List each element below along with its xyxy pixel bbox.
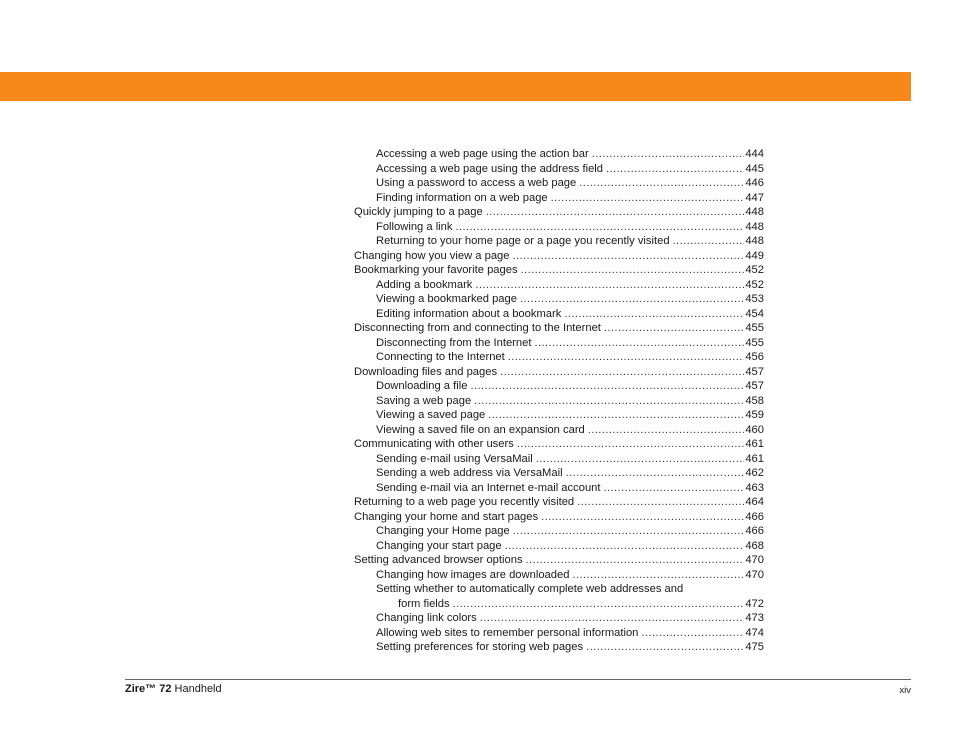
toc-entry-title: Adding a bookmark	[376, 278, 473, 291]
toc-entry-title: Changing how you view a page	[354, 249, 510, 262]
toc-dot-leader	[480, 611, 745, 626]
toc-entry-title: form fields	[398, 597, 450, 610]
toc-entry-page: 466	[745, 525, 764, 537]
toc-dot-leader	[475, 278, 744, 293]
toc-entry[interactable]	[354, 307, 764, 322]
toc-dot-leader	[500, 365, 744, 380]
toc-entry[interactable]	[354, 524, 764, 539]
toc-entry-page: 452	[745, 278, 764, 291]
toc-entry[interactable]	[354, 321, 764, 336]
toc-entry-title: Allowing web sites to remember personal information	[376, 626, 639, 639]
toc-entry-page: 457	[745, 380, 764, 392]
toc-entry-page: 455	[745, 336, 764, 349]
footer-product-rest: Handheld	[171, 683, 222, 695]
toc-entry-page: 475	[745, 641, 764, 653]
toc-entry-title: Changing your Home page	[376, 525, 510, 537]
toc-entry[interactable]	[354, 481, 764, 496]
toc-entry-title: Sending e-mail via an Internet e-mail account	[376, 481, 601, 494]
toc-dot-leader	[521, 263, 745, 278]
toc-dot-leader	[486, 205, 745, 220]
toc-entry-page: 468	[745, 539, 764, 552]
toc-entry-page: 453	[745, 293, 764, 305]
toc-entry[interactable]	[354, 539, 764, 554]
toc-dot-leader	[606, 162, 744, 177]
toc-entry-title: Connecting to the Internet	[376, 351, 505, 363]
toc-entry-title: Downloading a file	[376, 380, 468, 392]
toc-dot-leader	[505, 539, 745, 554]
toc-entry-page: 472	[745, 597, 764, 610]
toc-entry[interactable]	[354, 162, 764, 177]
toc-entry[interactable]	[354, 176, 764, 191]
toc-entry-title: Changing how images are downloaded	[376, 568, 570, 581]
toc-dot-leader	[577, 495, 744, 510]
toc-entry[interactable]	[354, 626, 764, 641]
toc-entry[interactable]	[354, 553, 764, 568]
toc-entry[interactable]	[354, 220, 764, 235]
toc-dot-leader	[641, 626, 744, 641]
toc-entry[interactable]	[354, 278, 764, 293]
toc-dot-leader	[564, 307, 744, 322]
toc-entry-title: Communicating with other users	[354, 438, 514, 450]
toc-entry[interactable]	[354, 379, 764, 394]
toc-entry-title: Downloading files and pages	[354, 365, 498, 378]
toc-entry-page: 461	[745, 438, 764, 450]
table-of-contents	[354, 147, 764, 655]
toc-entry-page: 462	[745, 467, 764, 479]
toc-dot-leader	[455, 220, 744, 235]
footer-product-bold: Zire™ 72	[125, 683, 172, 695]
toc-entry-title: Accessing a web page using the action bar	[376, 148, 589, 160]
toc-entry-page: 444	[745, 148, 764, 160]
toc-entry-page: 457	[745, 365, 764, 378]
toc-entry[interactable]	[354, 582, 764, 597]
toc-entry-page: 474	[745, 626, 764, 639]
toc-entry-page: 464	[745, 496, 764, 508]
toc-entry-page: 466	[745, 510, 764, 523]
toc-entry-page: 460	[745, 423, 764, 436]
toc-entry[interactable]	[354, 292, 764, 307]
toc-entry[interactable]	[354, 147, 764, 162]
toc-entry[interactable]	[354, 611, 764, 626]
toc-dot-leader	[551, 191, 745, 206]
toc-entry-page: 452	[745, 264, 764, 276]
toc-entry-title: Setting advanced browser options	[354, 554, 523, 566]
toc-dot-leader	[586, 640, 744, 655]
toc-entry-page: 459	[745, 409, 764, 421]
toc-dot-leader	[474, 394, 744, 409]
toc-entry[interactable]	[354, 640, 764, 655]
toc-dot-leader	[588, 423, 745, 438]
toc-entry-title: Disconnecting from the Internet	[376, 336, 532, 349]
toc-entry-page: 448	[745, 206, 764, 218]
toc-dot-leader	[572, 568, 744, 583]
toc-entry[interactable]	[354, 495, 764, 510]
toc-dot-leader	[673, 234, 745, 249]
toc-entry-title: Changing your start page	[376, 539, 502, 552]
toc-dot-leader	[520, 292, 744, 307]
toc-entry-title: Saving a web page	[376, 394, 472, 407]
toc-entry-title: Changing your home and start pages	[354, 510, 539, 523]
toc-entry-page: 448	[745, 220, 764, 233]
toc-entry-page: 473	[745, 612, 764, 624]
toc-entry[interactable]	[354, 568, 764, 583]
toc-dot-leader	[592, 147, 745, 162]
toc-entry-page: 447	[745, 191, 764, 204]
toc-dot-leader	[566, 466, 745, 481]
toc-entry-title: Viewing a saved page	[376, 409, 486, 421]
footer-rule	[125, 679, 911, 680]
toc-entry-title: Finding information on a web page	[376, 191, 548, 204]
toc-entry-title: Quickly jumping to a page	[354, 206, 483, 218]
toc-entry-title: Setting whether to automatically complete web addresses and	[376, 583, 684, 595]
toc-entry-page: 470	[745, 568, 764, 581]
toc-dot-leader	[536, 452, 745, 467]
toc-dot-leader	[470, 379, 744, 394]
toc-entry-page: 470	[745, 554, 764, 566]
footer-page-number: xiv	[899, 685, 911, 696]
toc-entry-title: Sending e-mail using VersaMail	[376, 452, 533, 465]
toc-entry-page: 446	[745, 177, 764, 189]
toc-entry-page: 445	[745, 162, 764, 175]
toc-dot-leader	[513, 249, 745, 264]
toc-dot-leader	[604, 321, 744, 336]
toc-entry-page: 463	[745, 481, 764, 494]
toc-entry[interactable]	[354, 249, 764, 264]
toc-entry-page: 456	[745, 351, 764, 363]
toc-entry-title: Returning to a web page you recently visited	[354, 496, 575, 508]
toc-entry[interactable]	[354, 510, 764, 525]
toc-dot-leader	[453, 597, 745, 612]
toc-entry[interactable]	[354, 408, 764, 423]
header-banner	[0, 72, 911, 101]
toc-entry-title: Bookmarking your favorite pages	[354, 264, 518, 276]
toc-dot-leader	[534, 336, 744, 351]
toc-dot-leader	[517, 437, 745, 452]
toc-entry-title: Sending a web address via VersaMail	[376, 467, 563, 479]
toc-entry[interactable]	[354, 597, 764, 612]
toc-entry-title: Accessing a web page using the address field	[376, 162, 604, 175]
toc-entry[interactable]	[354, 336, 764, 351]
toc-entry-page: 449	[745, 249, 764, 262]
toc-dot-leader	[604, 481, 745, 496]
toc-entry-page: 448	[745, 235, 764, 247]
toc-entry-title: Changing link colors	[376, 612, 477, 624]
toc-entry-title: Viewing a bookmarked page	[376, 293, 517, 305]
toc-entry-title: Editing information about a bookmark	[376, 307, 562, 320]
toc-dot-leader	[579, 176, 744, 191]
toc-entry[interactable]	[354, 234, 764, 249]
toc-dot-leader	[488, 408, 744, 423]
toc-entry-page: 458	[745, 394, 764, 407]
toc-entry-title: Following a link	[376, 220, 453, 233]
toc-entry[interactable]	[354, 365, 764, 380]
toc-dot-leader	[526, 553, 745, 568]
toc-entry[interactable]	[354, 423, 764, 438]
toc-entry-title: Disconnecting from and connecting to the Internet	[354, 322, 601, 334]
toc-entry-title: Viewing a saved file on an expansion card	[376, 423, 585, 436]
toc-dot-leader	[508, 350, 745, 365]
toc-entry-page: 461	[745, 452, 764, 465]
toc-entry-title: Setting preferences for storing web pages	[376, 641, 584, 653]
toc-entry-page: 455	[745, 322, 764, 334]
toc-entry[interactable]	[354, 350, 764, 365]
toc-entry[interactable]	[354, 394, 764, 409]
toc-dot-leader	[541, 510, 744, 525]
toc-entry[interactable]	[354, 466, 764, 481]
toc-entry-page: 454	[745, 307, 764, 320]
toc-entry[interactable]	[354, 437, 764, 452]
toc-entry[interactable]	[354, 263, 764, 278]
toc-dot-leader	[513, 524, 745, 539]
footer-product-name	[125, 683, 222, 695]
toc-entry[interactable]	[354, 191, 764, 206]
toc-entry-title: Using a password to access a web page	[376, 177, 577, 189]
toc-entry[interactable]	[354, 452, 764, 467]
toc-entry[interactable]	[354, 205, 764, 220]
toc-entry-title: Returning to your home page or a page you recently visited	[376, 235, 670, 247]
